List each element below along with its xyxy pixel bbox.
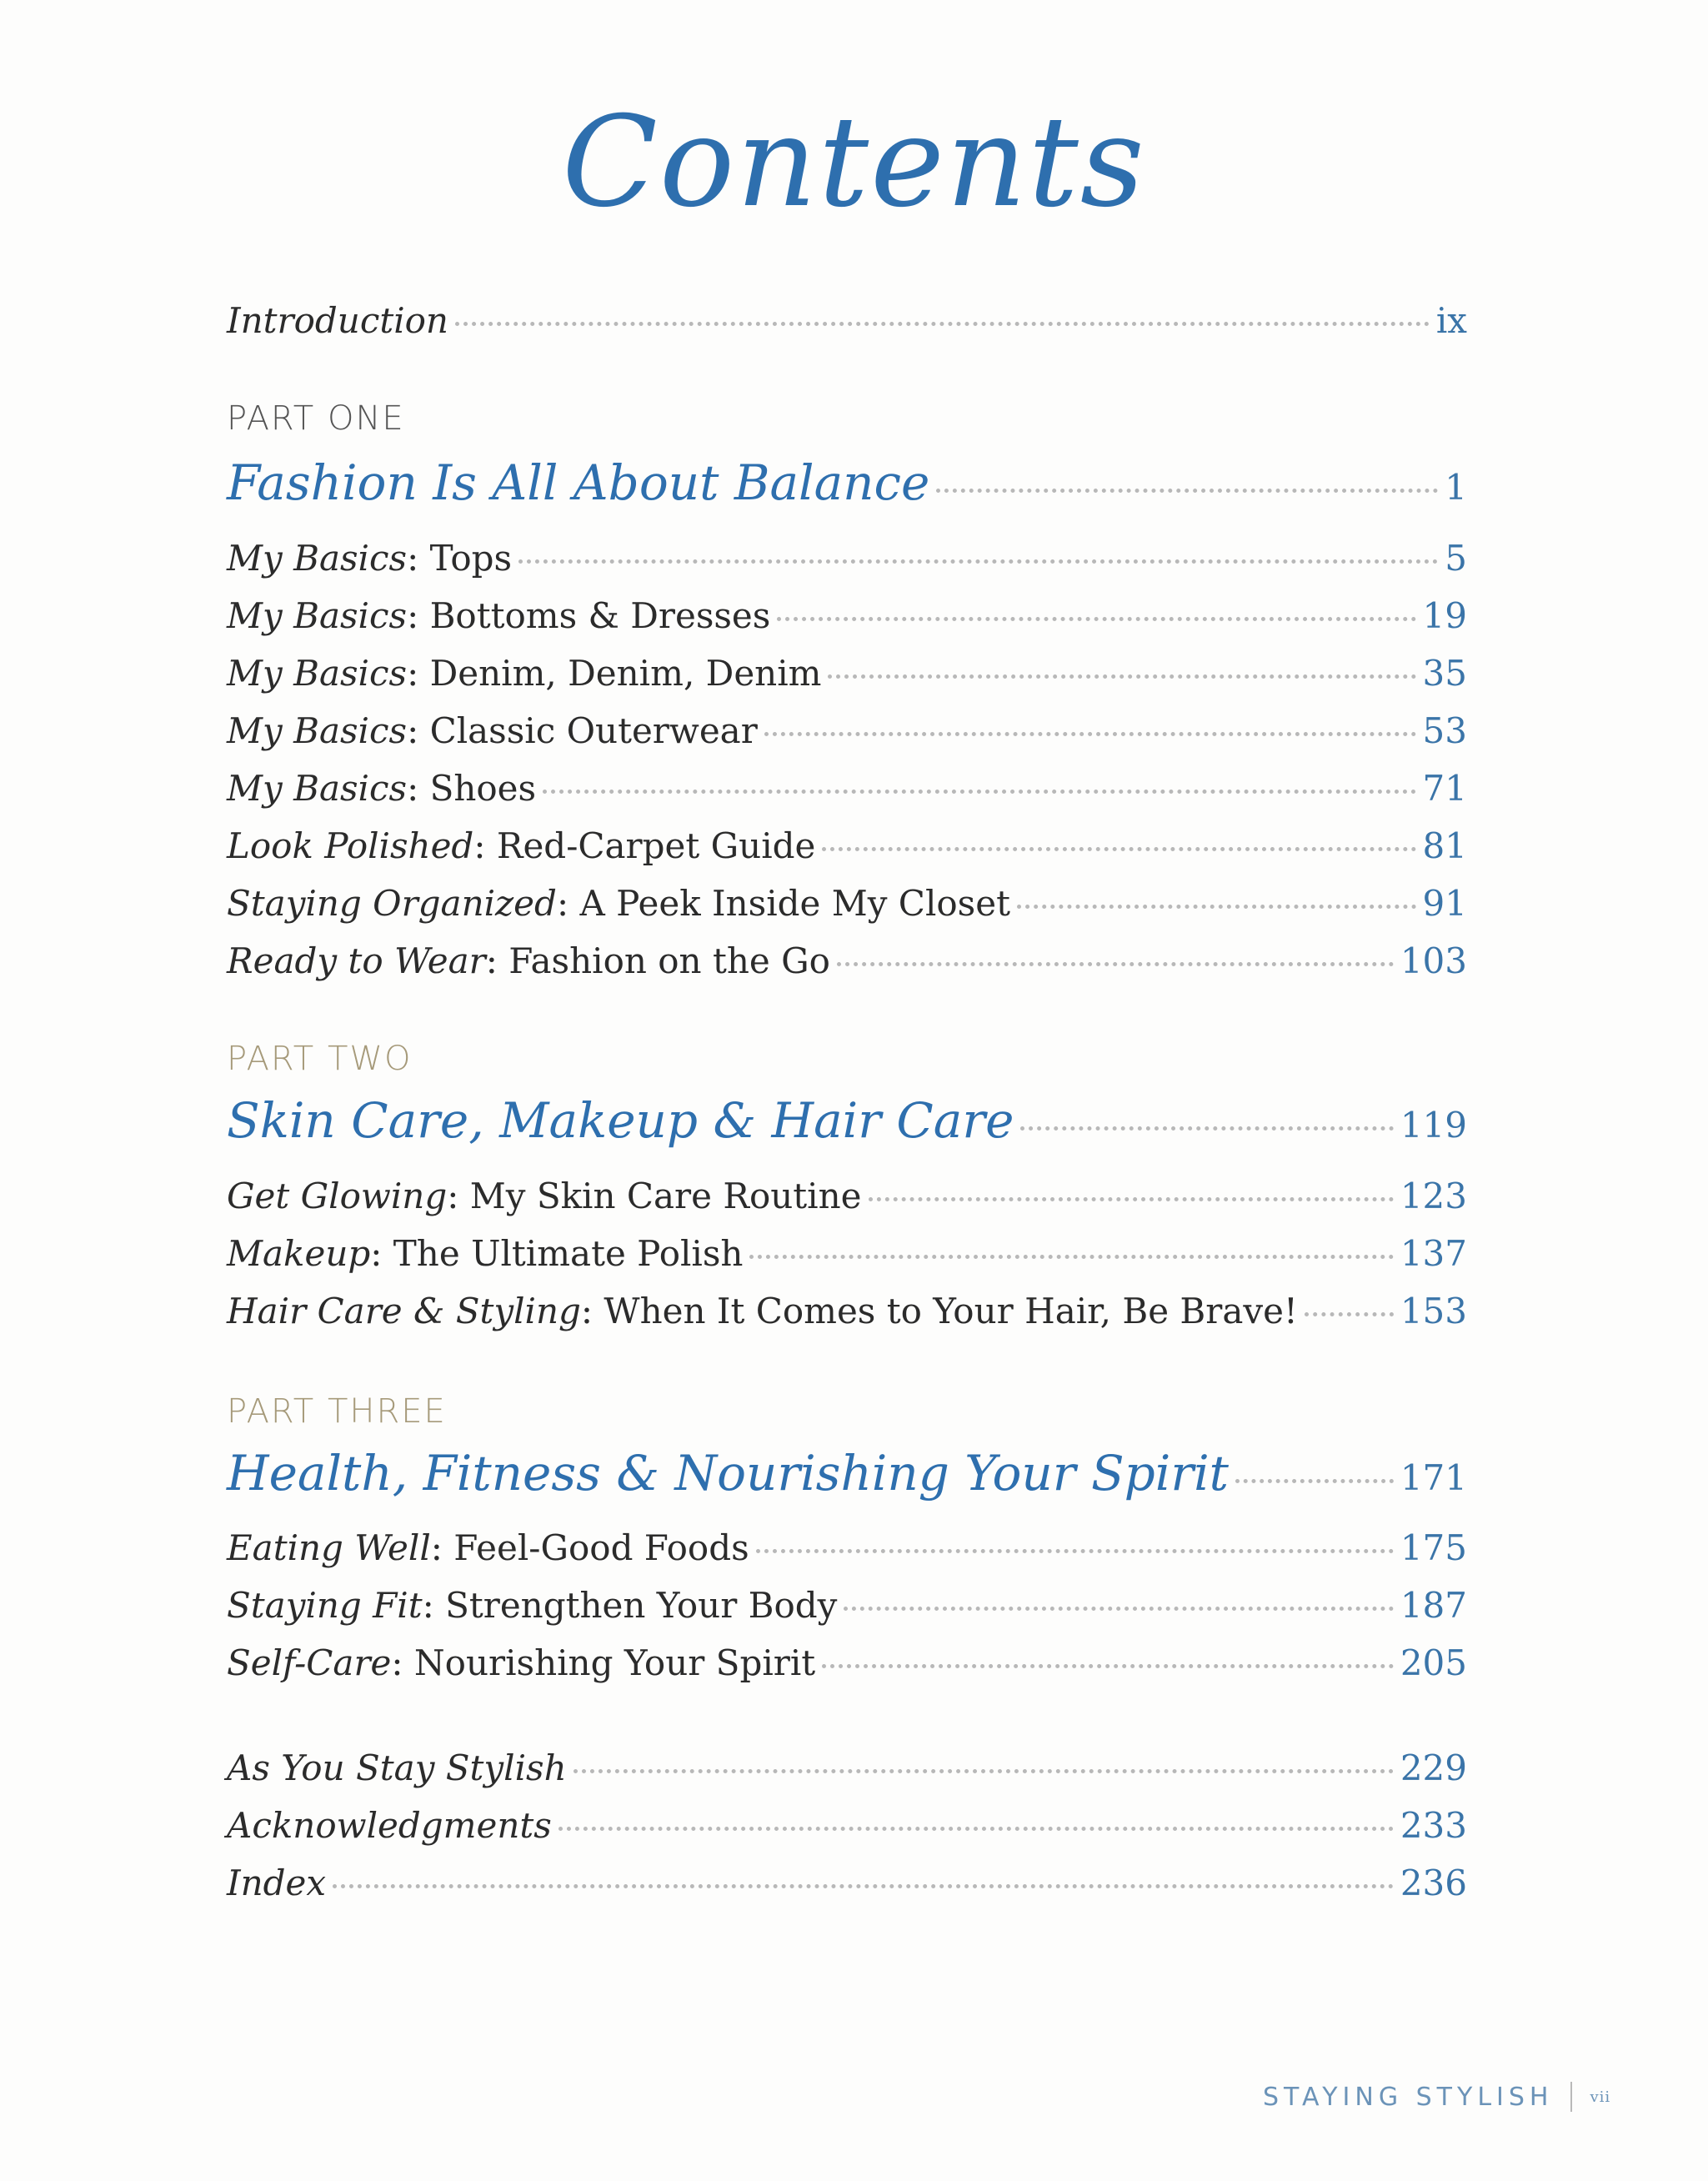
page-number: 229 bbox=[1400, 1747, 1467, 1788]
toc-entry[interactable] bbox=[227, 710, 1467, 751]
dot-leader bbox=[1020, 1126, 1393, 1131]
entry-title: : Shoes bbox=[407, 768, 537, 809]
toc-entry[interactable] bbox=[227, 1233, 1467, 1274]
toc-entry[interactable] bbox=[227, 538, 1467, 579]
page-number: 103 bbox=[1400, 940, 1467, 981]
dot-leader bbox=[558, 1827, 1394, 1831]
toc-entry[interactable] bbox=[227, 1176, 1467, 1216]
dot-leader bbox=[574, 1769, 1394, 1773]
entry-lead: Eating Well bbox=[227, 1527, 431, 1568]
page-number: 91 bbox=[1422, 883, 1467, 924]
page-number: 53 bbox=[1422, 710, 1467, 751]
entry-lead: My Basics bbox=[227, 710, 408, 751]
page-number: 187 bbox=[1400, 1585, 1467, 1626]
page-number: 1 bbox=[1445, 467, 1467, 508]
entry-title: : Bottoms & Dresses bbox=[407, 595, 771, 636]
entry-title: : Nourishing Your Spirit bbox=[391, 1642, 816, 1683]
page-number: 123 bbox=[1400, 1176, 1467, 1216]
toc-entry[interactable] bbox=[227, 940, 1467, 981]
toc-entry[interactable] bbox=[227, 1585, 1467, 1626]
entry-title: : Strengthen Your Body bbox=[422, 1585, 838, 1626]
dot-leader bbox=[764, 732, 1416, 736]
page-number: 233 bbox=[1400, 1805, 1467, 1846]
running-head: STAYING STYLISH bbox=[1263, 2082, 1554, 2112]
dot-leader bbox=[518, 559, 1438, 564]
entry-lead: My Basics bbox=[227, 653, 408, 694]
page-number: 35 bbox=[1422, 653, 1467, 694]
toc-entry-back-matter[interactable] bbox=[227, 1863, 1467, 1903]
entry-lead: Get Glowing bbox=[227, 1176, 448, 1216]
entry-lead: Staying Organized bbox=[227, 883, 557, 924]
dot-leader bbox=[822, 847, 1415, 851]
entry-title: Introduction bbox=[227, 300, 448, 341]
dot-leader bbox=[828, 674, 1415, 679]
page-number: 71 bbox=[1422, 768, 1467, 809]
entry-title: As You Stay Stylish bbox=[227, 1747, 567, 1788]
entry-title: : My Skin Care Routine bbox=[447, 1176, 862, 1216]
page-number: 153 bbox=[1400, 1291, 1467, 1331]
entry-lead: My Basics bbox=[227, 768, 408, 809]
toc-entry[interactable] bbox=[227, 1642, 1467, 1683]
dot-leader bbox=[749, 1255, 1393, 1259]
toc-entry[interactable] bbox=[227, 1291, 1467, 1331]
entry-title: : Feel-Good Foods bbox=[430, 1527, 749, 1568]
dot-leader bbox=[333, 1884, 1394, 1888]
page-number: 81 bbox=[1422, 825, 1467, 866]
entry-title: : Red-Carpet Guide bbox=[473, 825, 816, 866]
part-title-row[interactable] bbox=[227, 454, 1467, 511]
part-title: Fashion Is All About Balance bbox=[227, 454, 930, 511]
entry-title: : Fashion on the Go bbox=[485, 940, 830, 981]
page-number: 119 bbox=[1400, 1105, 1467, 1146]
toc-entry[interactable] bbox=[227, 653, 1467, 694]
entry-lead: My Basics bbox=[227, 595, 408, 636]
entry-title: : Classic Outerwear bbox=[407, 710, 758, 751]
part-label: PART ONE bbox=[227, 399, 405, 438]
entry-title: Acknowledgments bbox=[227, 1805, 552, 1846]
toc-entry[interactable] bbox=[227, 1527, 1467, 1568]
page-number: 137 bbox=[1400, 1233, 1467, 1274]
part-title-row[interactable] bbox=[227, 1092, 1467, 1149]
entry-title: : Tops bbox=[407, 538, 513, 579]
entry-lead: Staying Fit bbox=[227, 1585, 423, 1626]
part-title: Skin Care, Makeup & Hair Care bbox=[227, 1092, 1014, 1149]
page-number: 175 bbox=[1400, 1527, 1467, 1568]
dot-leader bbox=[1305, 1312, 1394, 1316]
dot-leader bbox=[455, 322, 1430, 326]
entry-title: : Denim, Denim, Denim bbox=[407, 653, 822, 694]
entry-title: Index bbox=[227, 1863, 327, 1903]
dot-leader bbox=[543, 790, 1415, 794]
page-number: 19 bbox=[1422, 595, 1467, 636]
part-title-row[interactable] bbox=[227, 1445, 1467, 1502]
toc-entry-back-matter[interactable] bbox=[227, 1747, 1467, 1788]
footer-divider bbox=[1570, 2082, 1572, 2112]
page-number: 236 bbox=[1400, 1863, 1467, 1903]
dot-leader bbox=[844, 1607, 1393, 1611]
entry-lead: Ready to Wear bbox=[227, 940, 486, 981]
entry-title: : A Peek Inside My Closet bbox=[556, 883, 1010, 924]
page-number: 171 bbox=[1400, 1457, 1467, 1498]
part-label: PART THREE bbox=[227, 1392, 447, 1431]
entry-lead: Hair Care & Styling bbox=[227, 1291, 581, 1331]
toc-entry-introduction[interactable] bbox=[227, 300, 1467, 341]
dot-leader bbox=[777, 617, 1415, 621]
entry-title: : The Ultimate Polish bbox=[370, 1233, 744, 1274]
running-footer bbox=[1263, 2082, 1610, 2112]
entry-lead: My Basics bbox=[227, 538, 408, 579]
entry-lead: Look Polished bbox=[227, 825, 474, 866]
toc-entry[interactable] bbox=[227, 595, 1467, 636]
entry-title: : When It Comes to Your Hair, Be Brave! bbox=[580, 1291, 1298, 1331]
toc-entry[interactable] bbox=[227, 825, 1467, 866]
dot-leader bbox=[1235, 1479, 1394, 1483]
dot-leader bbox=[936, 489, 1438, 493]
page-number: ix bbox=[1435, 300, 1467, 341]
part-label: PART TWO bbox=[227, 1040, 413, 1078]
entry-lead: Self-Care bbox=[227, 1642, 392, 1683]
toc-entry-back-matter[interactable] bbox=[227, 1805, 1467, 1846]
part-title: Health, Fitness & Nourishing Your Spirit bbox=[227, 1445, 1229, 1502]
page-number: 205 bbox=[1400, 1642, 1467, 1683]
dot-leader bbox=[756, 1549, 1394, 1553]
entry-lead: Makeup bbox=[227, 1233, 371, 1274]
toc-entry[interactable] bbox=[227, 883, 1467, 924]
dot-leader bbox=[1017, 905, 1416, 909]
dot-leader bbox=[869, 1197, 1394, 1201]
dot-leader bbox=[837, 962, 1394, 966]
page-title: Contents bbox=[562, 90, 1146, 235]
page-number: 5 bbox=[1445, 538, 1467, 579]
toc-entry[interactable] bbox=[227, 768, 1467, 809]
folio: vii bbox=[1590, 2088, 1611, 2106]
dot-leader bbox=[822, 1664, 1394, 1668]
